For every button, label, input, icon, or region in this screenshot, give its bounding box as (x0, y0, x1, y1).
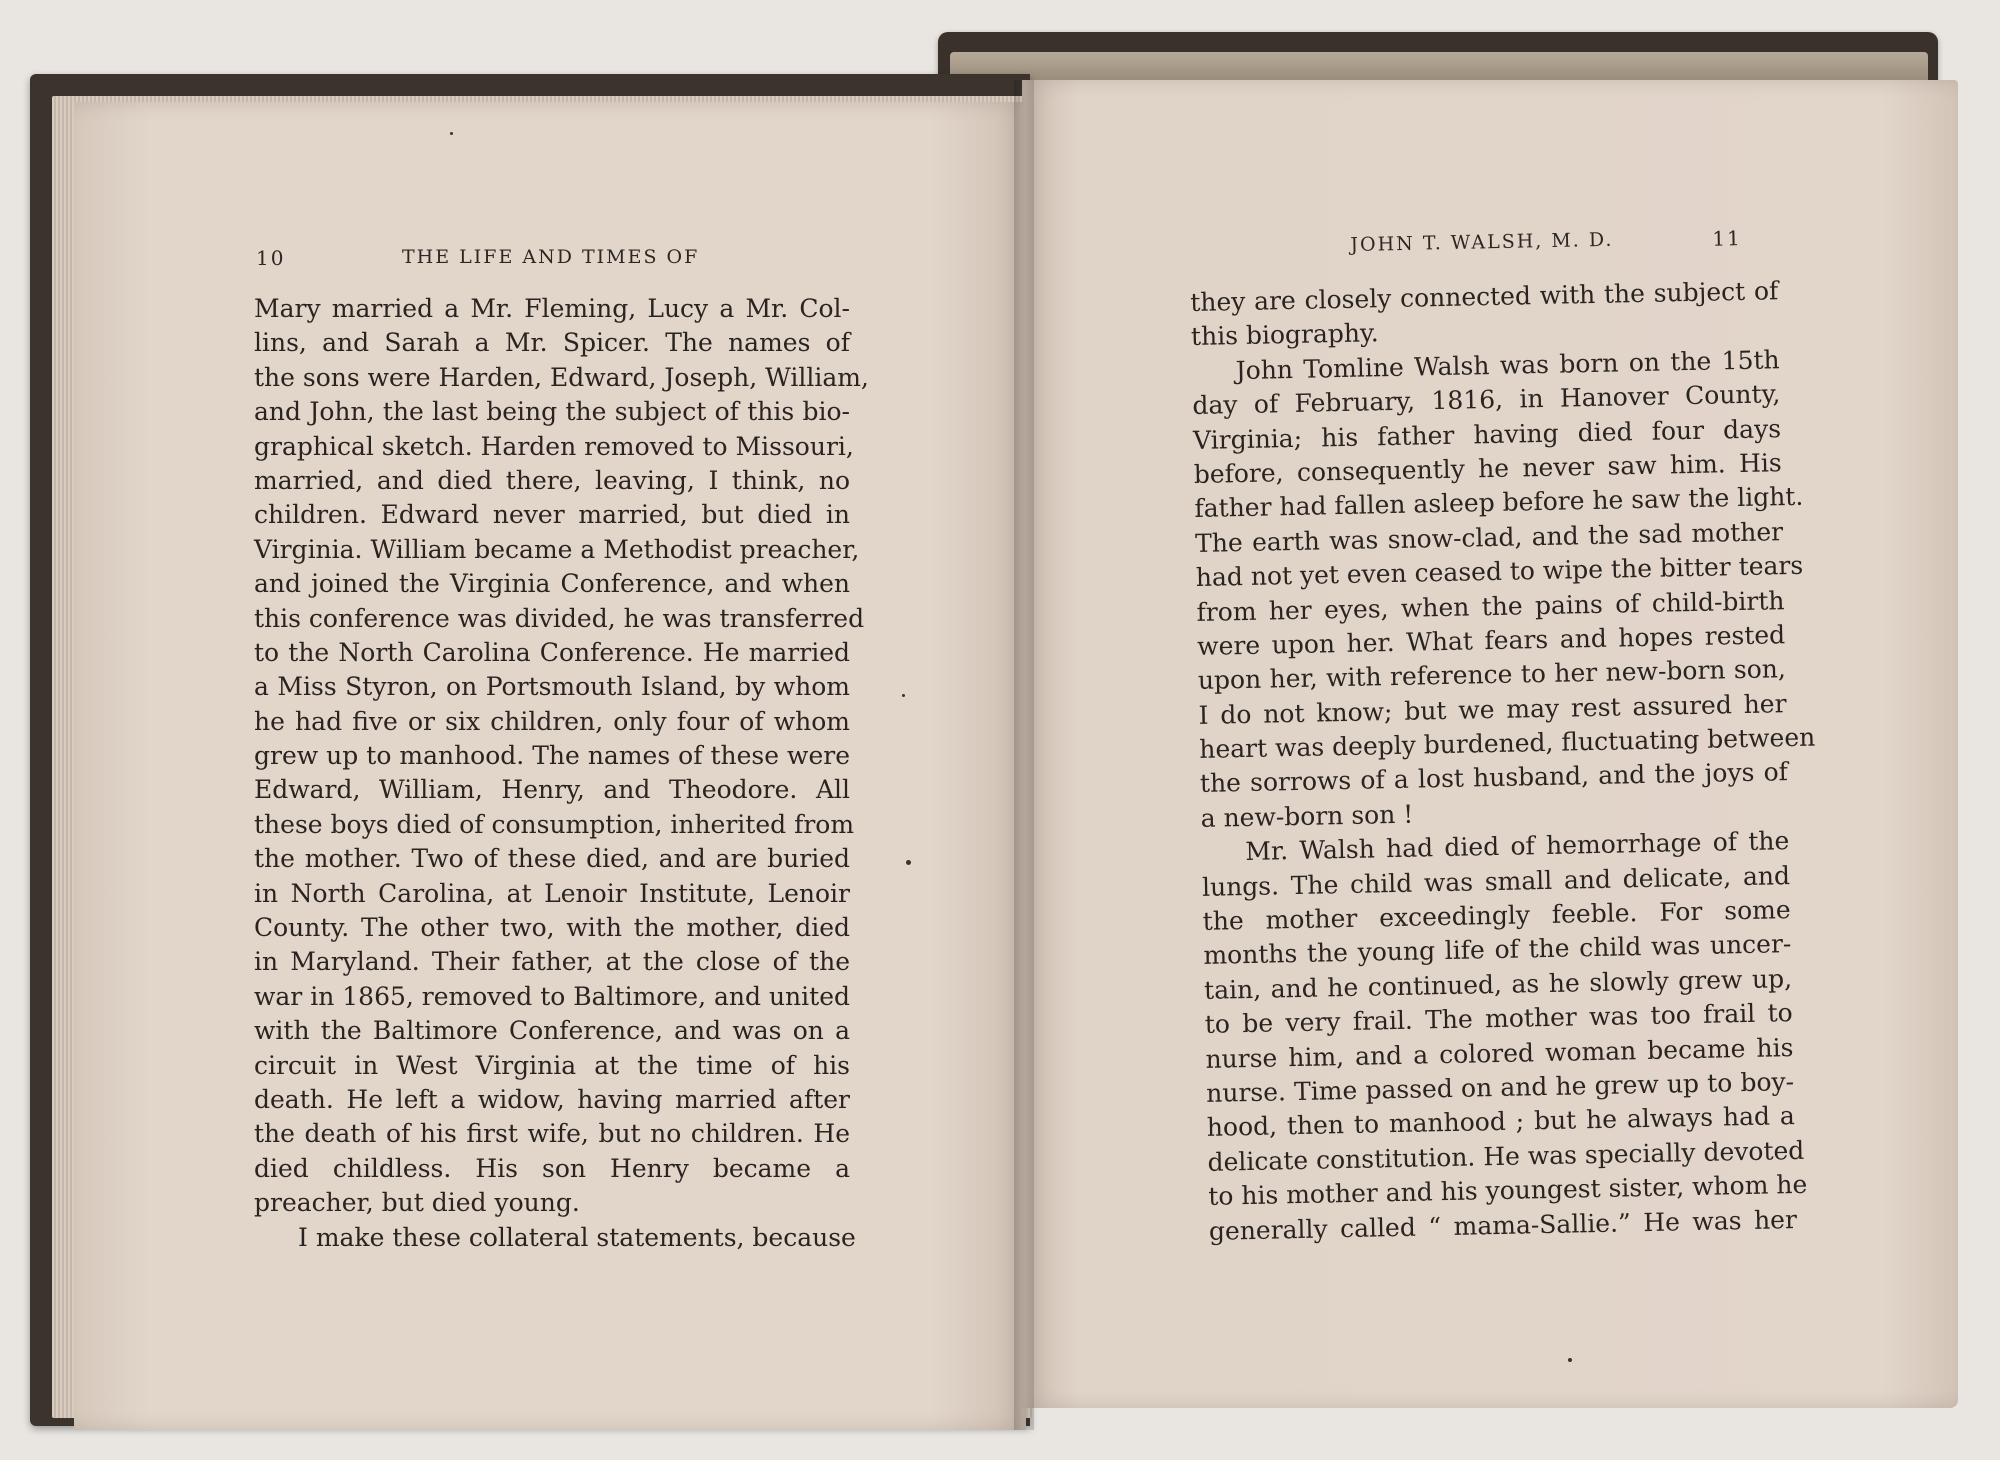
text-line: The earth was snow-clad, and the sad mother (1194, 516, 1784, 558)
book-gutter (1014, 80, 1034, 1430)
text-line: nurse. Time passed on and he grew up to boy- (1205, 1067, 1795, 1108)
text-line: lungs. The child was small and delicate, and (1201, 860, 1791, 902)
text-line: a new-born son ! (1200, 799, 1414, 833)
text-line: Virginia; his father having died four days (1192, 413, 1782, 455)
paper-speck (902, 694, 905, 697)
text-line: this conference was divided, he was transferred (254, 603, 865, 633)
paper-speck (1568, 1358, 1572, 1362)
text-line: from her eyes, when the pains of child-birth (1196, 585, 1785, 627)
right-page-number: 11 (1712, 226, 1743, 251)
text-line: children. Edward never married, but died in (254, 500, 850, 530)
text-line: Edward, William, Henry, and Theodore. All (254, 775, 850, 805)
text-line: Mary married a Mr. Fleming, Lucy a Mr. Col- (254, 294, 850, 323)
text-line: I do not know; but we may rest assured her (1198, 688, 1787, 730)
paper-speck (906, 860, 911, 865)
left-page-text (254, 292, 869, 1255)
text-line: and joined the Virginia Conference, and when (254, 569, 850, 599)
text-line: generally called “ mama-Sallie.” He was her (1208, 1204, 1798, 1246)
text-line: this biography. (1190, 318, 1379, 352)
text-line: the sons were Harden, Edward, Joseph, William, (254, 362, 869, 392)
text-line: delicate constitution. He was specially devoted (1207, 1135, 1805, 1177)
right-page-text (1190, 274, 1816, 1249)
text-line: they are closely connected with the subject of (1190, 276, 1779, 317)
text-line: grew up to manhood. The names of these were (254, 741, 850, 771)
text-line: death. He left a widow, having married after (254, 1084, 850, 1114)
text-line: I make these collateral statements, because (298, 1222, 856, 1252)
text-line: the death of his first wife, but no children. He (254, 1119, 850, 1149)
text-line: hood, then to manhood ; but he always had a (1206, 1101, 1796, 1143)
text-line: the sorrows of a lost husband, and the joys of (1199, 757, 1789, 799)
text-line: Virginia. William became a Methodist preacher, (254, 534, 860, 564)
text-line: circuit in West Virginia at the time of his (254, 1050, 850, 1080)
text-line: in Maryland. Their father, at the close of the (254, 947, 850, 977)
text-line: died childless. His son Henry became a (254, 1153, 850, 1183)
text-line: lins, and Sarah a Mr. Spicer. The names of (254, 328, 850, 358)
text-line: heart was deeply burdened, fluctuating between (1199, 722, 1816, 764)
text-line: to his mother and his youngest sister, whom he (1207, 1169, 1808, 1211)
text-line: and John, the last being the subject of this bio- (254, 397, 850, 427)
text-line: were upon her. What fears and hopes rested (1196, 620, 1786, 661)
text-line: he had five or six children, only four of whom (254, 706, 850, 736)
left-page-number: 10 (256, 246, 286, 270)
left-running-head: THE LIFE AND TIMES OF (402, 246, 700, 268)
text-line: graphical sketch. Harden removed to Missouri, (254, 431, 854, 461)
text-line: nurse him, and a colored woman became his (1205, 1032, 1794, 1074)
text-line: the mother. Two of these died, and are buried (254, 844, 850, 874)
text-line: father had fallen asleep before he saw the light. (1194, 482, 1804, 524)
text-line: a Miss Styron, on Portsmouth Island, by whom (254, 672, 850, 702)
text-line: had not yet even ceased to wipe the bitter tears (1195, 550, 1804, 593)
text-line: day of February, 1816, in Hanover County, (1192, 379, 1781, 421)
text-line: to the North Carolina Conference. He married (254, 637, 850, 667)
text-line: to be very frail. The mother was too frail to (1204, 998, 1793, 1040)
text-line: upon her, with reference to her new-born son, (1197, 654, 1787, 696)
text-line: Mr. Walsh had died of hemorrhage of the (1245, 826, 1790, 867)
text-line: tain, and he continued, as he slowly grew up, (1203, 963, 1793, 1005)
text-line: married, and died there, leaving, I think, no (254, 465, 850, 495)
paper-speck (450, 132, 453, 135)
text-line: months the young life of the child was uncer- (1203, 929, 1792, 971)
text-line: preacher, but died young. (254, 1188, 580, 1218)
text-line: the mother exceedingly feeble. For some (1202, 895, 1791, 936)
text-line: before, consequently he never saw him. His (1193, 448, 1782, 489)
right-running-head: JOHN T. WALSH, M. D. (1350, 228, 1614, 256)
text-line: County. The other two, with the mother, died (254, 913, 850, 943)
text-line: war in 1865, removed to Baltimore, and united (254, 981, 850, 1011)
text-line: these boys died of consumption, inherited from (254, 809, 855, 839)
text-line: John Tomline Walsh was born on the 15th (1235, 344, 1780, 385)
text-line: with the Baltimore Conference, and was on a (254, 1016, 850, 1046)
text-line: in North Carolina, at Lenoir Institute, Lenoir (254, 878, 850, 908)
